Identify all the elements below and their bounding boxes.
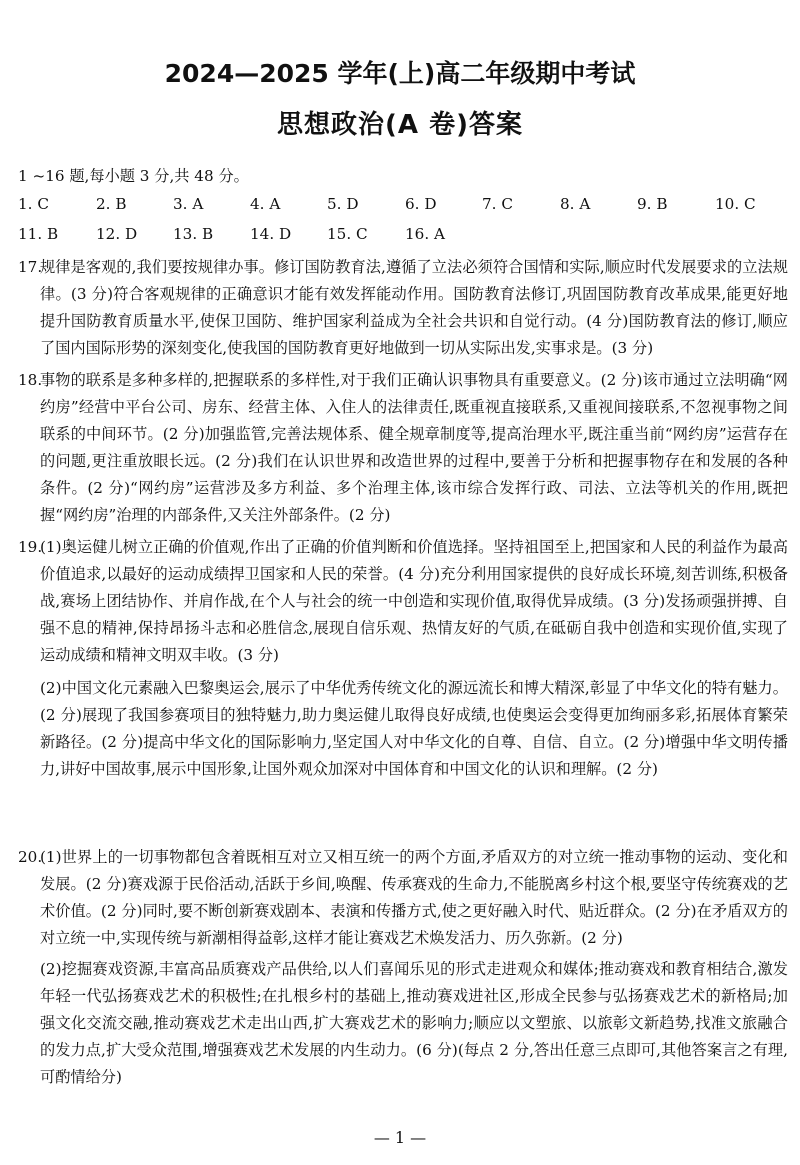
mc-answer: 4. A [250,195,281,213]
mc-answer: 6. D [405,195,437,213]
mc-answers-row-2 [18,225,788,251]
question-18-answer: 事物的联系是多种多样的,把握联系的多样性,对于我们正确认识事物具有重要意义。(2 分)该市通过立法明确“网约房”经营中平台公司、房东、经营主体、入住人的法律责任,既重视直接联系,又重视间接联系,不忽视事物之间联系的中间环节。(2 分)加强监管,完善法规体系、健全规章制度等,提高治理水平,既注重当前“网约房”运营存在的问题,更注重放眼长远。(2 分)我们在认识世界和改造世界的过程中,要善于分析和把握事物存在和发展的各种条件。(2 分)“网约房”运营涉及多方利益、多个治理主体,该市综合发挥行政、司法、立法等机关的作用,既把握“网约房”治理的内部条件,又关注外部条件。(2 分) [40,371,788,524]
question-20-part-1: (1)世界上的一切事物都包含着既相互对立又相互统一的两个方面,矛盾双方的对立统一推动事物的运动、变化和发展。(2 分)赛戏源于民俗活动,活跃于乡间,唤醒、传承赛戏的生命力,不能脱离乡村这个根,要坚守传统赛戏的艺术价值。(2 分)同时,要不断创新赛戏剧本、表演和传播方式,使之更好融入时代、贴近群众。(2 分)在矛盾双方的对立统一中,实现传统与新潮相得益彰,这样才能让赛戏艺术焕发活力、历久弥新。(2 分) [40,848,788,947]
question-19-part-1: (1)奥运健儿树立正确的价值观,作出了正确的价值判断和价值选择。坚持祖国至上,把国家和人民的利益作为最高价值追求,以最好的运动成绩捍卫国家和人民的荣誉。(4 分)充分利用国家提供的良好成长环境,刻苦训练,积极备战,赛场上团结协作、并肩作战,在个人与社会的统一中创造和实现价值,取得优异成绩。(3 分)发扬顽强拼搏、自强不息的精神,保持昂扬斗志和必胜信念,展现自信乐观、热情友好的气质,在砥砺自我中创造和实现价值,实现了运动成绩和精神文明双丰收。(3 分) [40,538,788,664]
mc-answer: 7. C [482,195,513,213]
mc-answer: 14. D [250,225,292,243]
question-19-part-2: (2)中国文化元素融入巴黎奥运会,展示了中华优秀传统文化的源远流长和博大精深,彰显了中华文化的特有魅力。(2 分)展现了我国参赛项目的独特魅力,助力奥运健儿取得良好成绩,也使奥运会变得更加绚丽多彩,拓展体育繁荣新路径。(2 分)提高中华文化的国际影响力,坚定国人对中华文化的自尊、自信、自立。(2 分)增强中华文明传播力,讲好中国故事,展示中国形象,让国外观众加深对中国体育和中国文化的认识和理解。(2 分) [40,679,788,778]
mc-answer: 5. D [327,195,359,213]
question-20 [18,844,788,1091]
answer-subtitle: 思想政治(A 卷)答案 [277,110,523,140]
mc-answer: 16. A [405,225,445,243]
mc-answer: 12. D [96,225,138,243]
question-18 [18,367,788,529]
question-number: 19. [18,538,43,556]
question-17-answer: 规律是客观的,我们要按规律办事。修订国防教育法,遵循了立法必须符合国情和实际,顺应时代发展要求的立法规律。(3 分)符合客观规律的正确意识才能有效发挥能动作用。国防教育法修订,巩固国防教育改革成果,能更好地提升国防教育质量水平,使保卫国防、维护国家利益成为全社会共识和自觉行动。(4 分)国防教育法的修订,顺应了国内国际形势的深刻变化,使我国的国防教育更好地做到一切从实际出发,实事求是。(3 分) [40,258,788,357]
question-number: 17. [18,258,43,276]
mc-instructions: 1 ~16 题,每小题 3 分,共 48 分。 [18,167,249,185]
mc-answer: 10. C [715,195,756,213]
question-19 [18,534,788,783]
mc-answer: 13. B [173,225,214,243]
exam-title: 2024—2025 学年(上)高二年级期中考试 [164,59,636,88]
mc-answer: 1. C [18,195,49,213]
question-17 [18,254,788,362]
mc-answer: 2. B [96,195,127,213]
mc-answer: 3. A [173,195,204,213]
mc-answer: 15. C [327,225,368,243]
mc-answers-row-1 [18,195,788,221]
page-number: — 1 — [373,1128,427,1147]
question-number: 20. [18,848,43,866]
mc-answer: 11. B [18,225,59,243]
mc-answer: 8. A [560,195,591,213]
question-20-part-2: (2)挖掘赛戏资源,丰富高品质赛戏产品供给,以人们喜闻乐见的形式走进观众和媒体;推动赛戏和教育相结合,激发年轻一代弘扬赛戏艺术的积极性;在扎根乡村的基础上,推动赛戏进社区,形成全民参与弘扬赛戏艺术的新格局;加强文化交流交融,推动赛戏艺术走出山西,扩大赛戏艺术的影响力;顺应以文塑旅、以旅彰文新趋势,找准文旅融合的发力点,扩大受众范围,增强赛戏艺术发展的内生动力。(6 分)(每点 2 分,答出任意三点即可,其他答案言之有理,可酌情给分) [40,960,788,1086]
mc-answer: 9. B [637,195,668,213]
question-number: 18. [18,371,43,389]
